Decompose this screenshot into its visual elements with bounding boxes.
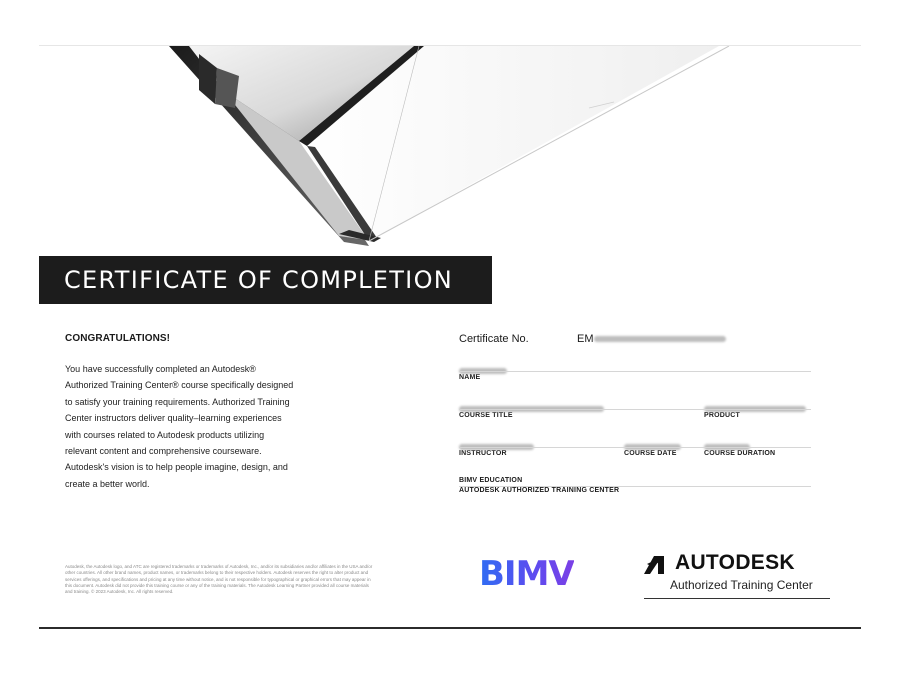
autodesk-subtitle: Authorized Training Center [670, 578, 813, 592]
hero-metallic-graphic [39, 46, 861, 266]
training-center-name: BIMV EDUCATION [459, 477, 523, 484]
certificate-number-prefix: EM [577, 333, 594, 345]
instructor-underline [459, 447, 811, 448]
name-underline [459, 371, 811, 372]
course-title-label: COURSE TITLE [459, 412, 513, 419]
training-center-type: AUTODESK AUTHORIZED TRAINING CENTER [459, 487, 620, 494]
instructor-label: INSTRUCTOR [459, 450, 507, 457]
course-duration-label: COURSE DURATION [704, 450, 776, 457]
certificate-number-value [577, 333, 726, 345]
training-center-underline [459, 486, 811, 487]
certificate-number-label: Certificate No. [459, 333, 529, 345]
certificate-number-redacted [594, 336, 726, 342]
legal-disclaimer: Autodesk, the Autodesk logo, and ATC are registered trademarks or trademarks of Autodesk, Inc., and/or its subsidiaries and/or affiliates in the USA and/or other countries. All other brand names, product names, or trademarks belong to their respective holders. Autodesk reserves the right to alter product and services offerings, and specifications and pricing at any time without notice, and is not responsible for typographical or graphical errors that may appear in this document. Autodesk did not provide this training course or any of the training materials. The Autodesk Learning Partner provided all course materials and training. © 2023 Autodesk, Inc. All rights reserved. [65, 564, 373, 595]
product-label: PRODUCT [704, 412, 741, 419]
congratulations-heading: CONGRATULATIONS! [65, 333, 171, 344]
certificate-body-text: You have successfully completed an Autodesk® Authorized Training Center® course specifically designed to satisfy your training requirements. Authorized Training Center instructors deliver quality–learning experiences with courses related to Autodesk products utilizing relevant content and comprehensive courseware. Autodesk's vision is to help people imagine, design, and create a better world. [65, 364, 294, 489]
name-label: NAME [459, 374, 481, 381]
autodesk-a-mark-icon [644, 552, 672, 574]
course-date-label: COURSE DATE [624, 450, 677, 457]
bimv-logo: BIMV [479, 554, 574, 594]
autodesk-wordmark: AUTODESK [675, 551, 795, 574]
autodesk-atc-logo [644, 551, 834, 601]
certificate-title: CERTIFICATE OF COMPLETION [64, 266, 454, 294]
title-band [39, 256, 492, 304]
autodesk-logo-rule [644, 598, 830, 599]
course-title-underline [459, 409, 811, 410]
certificate [39, 45, 861, 629]
